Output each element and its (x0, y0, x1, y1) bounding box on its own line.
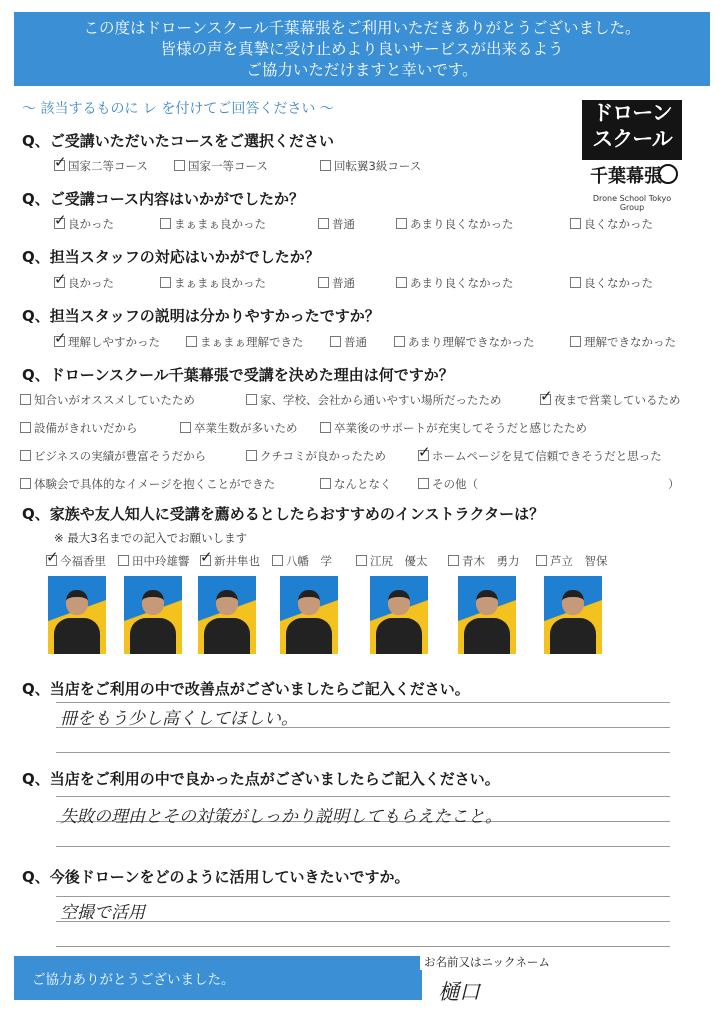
checkbox[interactable] (54, 277, 65, 288)
option-label: 卒業後のサポートが充実してそうだと感じたため (334, 421, 587, 435)
instructor-photo (370, 576, 428, 654)
option-label: 良くなかった (584, 276, 653, 290)
option-checkbox[interactable] (118, 553, 190, 569)
option-checkbox[interactable] (160, 216, 266, 232)
checkbox[interactable] (570, 218, 581, 229)
checkbox[interactable] (20, 394, 31, 405)
option-checkbox[interactable] (186, 334, 304, 350)
option-checkbox[interactable] (20, 476, 275, 492)
option-checkbox[interactable] (20, 420, 138, 436)
checkbox[interactable] (318, 277, 329, 288)
checkbox[interactable] (54, 336, 65, 347)
header-line-2: 皆様の声を真摯に受け止めより良いサービスが出来るよう (160, 40, 564, 58)
option-label: 江尻 優太 (370, 554, 428, 568)
option-label: ビジネスの実績が豊富そうだから (34, 449, 207, 463)
option-label: あまり理解できなかった (408, 335, 535, 349)
option-checkbox[interactable] (418, 476, 478, 492)
option-checkbox[interactable] (54, 275, 114, 291)
drone-icon (658, 164, 678, 184)
option-label: 青木 勇力 (462, 554, 520, 568)
logo-line-1: ドローン (592, 101, 672, 125)
checkbox[interactable] (396, 218, 407, 229)
checkbox[interactable] (396, 277, 407, 288)
name-label: お名前又はニックネーム (420, 954, 554, 970)
header-banner (14, 12, 710, 86)
checkbox[interactable] (320, 422, 331, 433)
option-label: ホームページを見て信頼できそうだと思った (432, 449, 662, 463)
option-label: 良くなかった (584, 217, 653, 231)
option-label: 理解できなかった (584, 335, 676, 349)
checkbox[interactable] (570, 336, 581, 347)
option-checkbox[interactable] (320, 158, 421, 174)
option-checkbox[interactable] (540, 392, 681, 408)
option-label: 卒業生数が多いため (194, 421, 298, 435)
logo-line-3: 千葉幕張 (590, 166, 662, 187)
option-checkbox[interactable] (396, 216, 514, 232)
checkbox[interactable] (180, 422, 191, 433)
answer-9: 空撮で活用 (60, 903, 145, 923)
option-checkbox[interactable] (356, 553, 428, 569)
option-checkbox[interactable] (20, 392, 195, 408)
name-value: 樋口 (438, 980, 480, 1004)
question-7: Q、当店をご利用の中で改善点がございましたらご記入ください。 (22, 680, 470, 698)
option-checkbox[interactable] (396, 275, 514, 291)
option-label: 良かった (68, 276, 114, 290)
option-label: 理解しやすかった (68, 335, 160, 349)
option-checkbox[interactable] (418, 448, 662, 464)
option-checkbox[interactable] (200, 553, 260, 569)
instructor-photo (458, 576, 516, 654)
option-checkbox[interactable] (320, 476, 392, 492)
checkbox[interactable] (320, 478, 331, 489)
option-label: まぁまぁ理解できた (200, 335, 304, 349)
checkbox[interactable] (320, 160, 331, 171)
option-label: 普通 (332, 276, 355, 290)
checkbox[interactable] (54, 218, 65, 229)
instructor-photo (48, 576, 106, 654)
option-checkbox[interactable] (570, 275, 653, 291)
option-label: その他（ (432, 477, 478, 491)
checkbox[interactable] (118, 555, 129, 566)
checkbox[interactable] (272, 555, 283, 566)
option-label: まぁまぁ良かった (174, 276, 266, 290)
question-4: Q、担当スタッフの説明は分かりやすかったですか？ (22, 307, 380, 325)
question-8: Q、当店をご利用の中で良かった点がございましたらご記入ください。 (22, 770, 500, 788)
checkbox[interactable] (356, 555, 367, 566)
instructor-photo (198, 576, 256, 654)
checkbox[interactable] (54, 160, 65, 171)
checkbox[interactable] (246, 450, 257, 461)
option-checkbox[interactable] (448, 553, 520, 569)
option-checkbox[interactable] (54, 216, 114, 232)
option-checkbox[interactable] (318, 275, 355, 291)
instructor-photo (544, 576, 602, 654)
checkbox[interactable] (394, 336, 405, 347)
instruction-text: ～ 該当するものに レ を付けてご回答ください ～ (22, 101, 334, 117)
checkbox[interactable] (330, 336, 341, 347)
option-label: 家、学校、会社から通いやすい場所だったため (260, 393, 502, 407)
other-close-paren: ） (668, 477, 680, 491)
answer-8: 失敗の理由とその対策がしっかり説明してもらえたこと。 (60, 807, 502, 827)
option-label: 芦立 智保 (550, 554, 608, 568)
option-label: 国家二等コース (68, 159, 148, 173)
question-3: Q、担当スタッフの対応はいかがでしたか？ (22, 248, 320, 266)
option-checkbox[interactable] (536, 553, 608, 569)
option-checkbox[interactable] (46, 553, 106, 569)
instructor-photos (0, 576, 725, 656)
option-label: 体験会で具体的なイメージを抱くことができた (34, 477, 276, 491)
checkbox[interactable] (540, 394, 551, 405)
checkbox[interactable] (20, 450, 31, 461)
option-label: 良かった (68, 217, 114, 231)
instructor-photo (280, 576, 338, 654)
checkbox[interactable] (174, 160, 185, 171)
logo-english: Drone School Tokyo Group (592, 194, 672, 212)
checkbox[interactable] (536, 555, 547, 566)
checkbox[interactable] (200, 555, 211, 566)
checkbox[interactable] (20, 478, 31, 489)
option-label: 設備がきれいだから (34, 421, 138, 435)
checkbox[interactable] (160, 218, 171, 229)
school-logo (582, 100, 682, 212)
option-label: 今福香里 (60, 554, 106, 568)
logo-box (582, 100, 682, 160)
checkbox[interactable] (46, 555, 57, 566)
logo-line-2: スクール (592, 127, 672, 151)
option-label: 国家一等コース (188, 159, 268, 173)
option-checkbox[interactable] (330, 334, 367, 350)
question-6: Q、家族や友人知人に受講を薦めるとしたらおすすめのインストラクターは？ (22, 505, 545, 523)
header-line-1: この度はドローンスクール千葉幕張をご利用いただきありがとうございました。 (83, 19, 641, 37)
checkbox[interactable] (246, 394, 257, 405)
option-checkbox[interactable] (180, 420, 298, 436)
option-checkbox[interactable] (570, 216, 653, 232)
option-checkbox[interactable] (246, 448, 386, 464)
checkbox[interactable] (160, 277, 171, 288)
option-checkbox[interactable] (54, 158, 148, 174)
answer-lines-9[interactable] (56, 872, 670, 947)
checkbox[interactable] (20, 422, 31, 433)
checkbox[interactable] (418, 450, 429, 461)
checkbox[interactable] (448, 555, 459, 566)
instructor-photo (124, 576, 182, 654)
footer-banner (14, 956, 710, 1000)
option-label: まぁまぁ良かった (174, 217, 266, 231)
checkbox[interactable] (318, 218, 329, 229)
option-checkbox[interactable] (272, 553, 332, 569)
option-checkbox[interactable] (318, 216, 355, 232)
footer-thanks: ご協力ありがとうございました。 (32, 972, 235, 988)
option-label: クチコミが良かったため (260, 449, 387, 463)
option-checkbox[interactable] (160, 275, 266, 291)
option-label: 回転翼3級コース (334, 159, 422, 173)
checkbox[interactable] (186, 336, 197, 347)
checkbox[interactable] (570, 277, 581, 288)
option-checkbox[interactable] (570, 334, 676, 350)
question-6-note: ※ 最大3名までの記入でお願いします (54, 531, 248, 545)
option-label: あまり良くなかった (410, 217, 514, 231)
answer-7: 冊をもう少し高くしてほしい。 (60, 709, 298, 729)
option-checkbox[interactable] (174, 158, 268, 174)
option-label: 田中玲雄響 (132, 554, 190, 568)
option-label: 普通 (344, 335, 367, 349)
option-label: 八幡 学 (286, 554, 332, 568)
option-label: 知合いがオススメしていたため (34, 393, 195, 407)
checkbox[interactable] (418, 478, 429, 489)
question-5: Q、ドローンスクール千葉幕張で受講を決めた理由は何ですか？ (22, 366, 454, 384)
option-checkbox[interactable] (54, 334, 160, 350)
option-label: なんとなく (334, 477, 392, 491)
question-2: Q、ご受講コース内容はいかがでしたか？ (22, 190, 305, 208)
header-line-3: ご協力いただけますと幸いです。 (246, 61, 478, 79)
option-checkbox[interactable] (394, 334, 535, 350)
option-checkbox[interactable] (20, 448, 206, 464)
option-checkbox[interactable] (320, 420, 587, 436)
question-1: Q、ご受講いただいたコースをご選択ください (22, 132, 335, 150)
option-checkbox[interactable] (246, 392, 502, 408)
option-label: 新井隼也 (214, 554, 260, 568)
question-9: Q、今後ドローンをどのように活用していきたいですか。 (22, 868, 410, 886)
option-label: 普通 (332, 217, 355, 231)
option-label: 夜まで営業しているため (554, 393, 681, 407)
option-label: あまり良くなかった (410, 276, 514, 290)
